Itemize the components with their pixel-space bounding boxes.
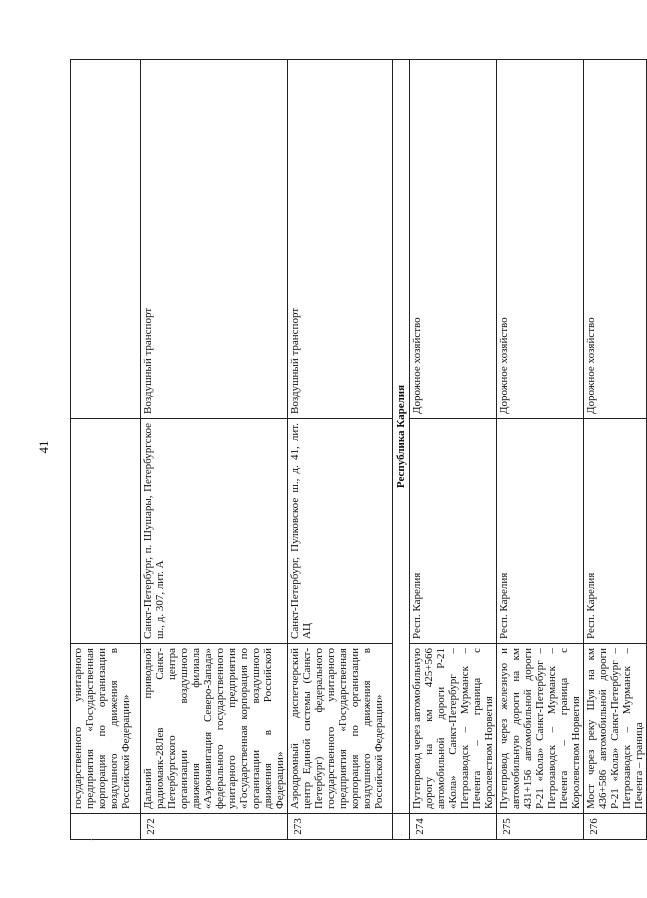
row-number	[71, 814, 141, 840]
registry-table	[70, 59, 647, 840]
row-number: 276	[584, 814, 647, 840]
scan-artifact-mark: ·	[400, 830, 403, 840]
scan-artifact-mark: ·	[90, 835, 93, 845]
object-address: Санкт-Петербург, п. Шушары, Петербургское ш., д. 307, лит. А	[141, 419, 288, 644]
object-sector: Дорожное хозяйство	[410, 60, 497, 419]
object-sector: Воздушный транспорт	[288, 60, 393, 419]
table-row	[410, 60, 497, 840]
object-sector	[71, 60, 141, 419]
object-name: Путепровод через железную и автомобильную дороги на км 431+156 автомобильной дороги Р-21 «Кола» Санкт-Петербург – Петрозаводск – Мурманск – Печенга – граница с Королевством Норвегия	[497, 644, 584, 814]
row-number: 274	[410, 814, 497, 840]
object-sector: Дорожное хозяйство	[497, 60, 584, 419]
object-sector: Воздушный транспорт	[141, 60, 288, 419]
object-address: Санкт-Петербург, Пулковское ш., д. 41, лит. АЦ	[288, 419, 393, 644]
region-header: Республика Карелия	[393, 60, 410, 814]
row-number: 275	[497, 814, 584, 840]
object-sector: Дорожное хозяйство	[584, 60, 647, 419]
registry-table-container	[70, 60, 645, 840]
object-name: Мост через реку Шуя на км 436+586 автомобильной дороги Р-21 «Кола» Санкт-Петербург – Петрозаводск – Мурманск – Печенга – граница	[584, 644, 647, 814]
object-address: Респ. Карелия	[584, 419, 647, 644]
object-name: Дальний приводной радиомаяк-28Лев Санкт-Петербургского центра организации воздушного движения филиала «Аэронавигация Северо-Запада» федерального государственного унитарного предприятия «Государственная корпорация по организации воздушного движения в Российской Федерации»	[141, 644, 288, 814]
table-row	[71, 60, 141, 840]
table-row	[288, 60, 393, 840]
table-row	[584, 60, 647, 840]
table-row	[141, 60, 288, 840]
object-address: Респ. Карелия	[497, 419, 584, 644]
table-row	[497, 60, 584, 840]
row-number: 273	[288, 814, 393, 840]
object-name: Путепровод через автомобильную дорогу на км 425+566 автомобильной дороги Р-21 «Кола» Санкт-Петербург – Петрозаводск – Мурманск – Печенга – граница с Королевством Норвегия	[410, 644, 497, 814]
object-name: Аэродромный диспетчерский центр Единой системы (Санкт-Петербург) федерального государственного унитарного предприятия «Государственная корпорация по организации воздушного движения в Российской Федерации»	[288, 644, 393, 814]
row-number: 272	[141, 814, 288, 840]
object-name: государственного унитарного предприятия «Государственная корпорация по организации воздушного движения в Российской Федерации»	[71, 644, 141, 814]
object-address	[71, 419, 141, 644]
region-header-row	[393, 60, 410, 840]
object-address: Респ. Карелия	[410, 419, 497, 644]
page-number: 41	[36, 440, 51, 454]
